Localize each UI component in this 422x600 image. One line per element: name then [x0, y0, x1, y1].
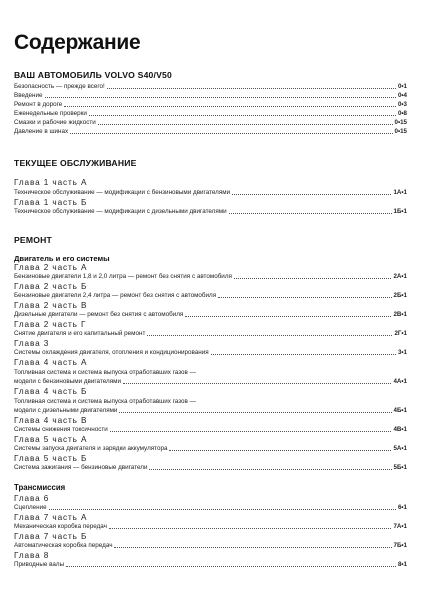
toc-entry-page: 3•1 [397, 349, 407, 356]
chapter-label: Глава 5 часть Б [14, 454, 88, 463]
toc-leader [229, 213, 392, 214]
toc-leader [107, 88, 396, 89]
chapter-label: Глава 7 часть Б [14, 532, 88, 541]
toc-entry-page: 2В•1 [393, 311, 407, 318]
toc-entry[interactable] [14, 329, 407, 338]
toc-leader [119, 412, 391, 413]
toc-leader [169, 450, 391, 451]
toc-entry-text-line1: Топливная система и система выпуска отработавших газов — [14, 369, 196, 376]
toc-entry-text: Еженедельные проверки [14, 110, 87, 117]
toc-entry[interactable] [14, 91, 407, 100]
chapter-label: Глава 2 часть А [14, 263, 88, 272]
toc-entry-text: Механическая коробка передач [14, 523, 107, 530]
toc-entry-page: 7Б•1 [393, 542, 407, 549]
toc-entry-page: 4Б•1 [393, 407, 407, 414]
toc-entry-page: 2Б•1 [393, 292, 407, 299]
toc-entry[interactable] [14, 127, 407, 136]
toc-leader [232, 194, 391, 195]
toc-leader [185, 316, 391, 317]
page-title: Содержание [14, 31, 141, 54]
toc-entry[interactable] [14, 348, 407, 357]
toc-entry-text: Введение [14, 92, 43, 99]
chapter-label: Глава 6 [14, 494, 50, 503]
toc-entry-page: 6•1 [397, 504, 407, 511]
toc-leader [149, 469, 391, 470]
toc-leader [66, 566, 396, 567]
toc-entry-text: Бензиновые двигатели 1,8 и 2,0 литра — ремонт без снятия с автомобиля [14, 273, 232, 280]
toc-entry-page: 0•15 [394, 128, 407, 135]
toc-leader [109, 528, 392, 529]
toc-entry[interactable] [14, 207, 407, 216]
toc-entry-page: 2А•1 [393, 273, 407, 280]
toc-entry-page: 8•1 [397, 561, 407, 568]
toc-leader [98, 124, 393, 125]
toc-entry[interactable] [14, 272, 407, 281]
toc-entry-page: 7А•1 [393, 523, 407, 530]
toc-entry-text: Бензиновые двигатели 2,4 литра — ремонт без снятия с автомобиля [14, 292, 217, 299]
toc-entry[interactable] [14, 425, 407, 434]
toc-entry[interactable] [14, 109, 407, 118]
toc-entry[interactable] [14, 118, 407, 127]
toc-entry[interactable] [14, 406, 407, 415]
chapter-label: Глава 2 часть Б [14, 282, 88, 291]
toc-leader [234, 278, 392, 279]
toc-entry[interactable] [14, 82, 407, 91]
toc-entry-page: 0•1 [397, 83, 407, 90]
toc-leader [218, 297, 391, 298]
toc-leader [110, 431, 392, 432]
toc-entry[interactable] [14, 100, 407, 109]
section-heading-car: ВАШ АВТОМОБИЛЬ VOLVO S40/V50 [14, 70, 173, 80]
section-heading-service: ТЕКУЩЕЕ ОБСЛУЖИВАНИЕ [14, 158, 137, 168]
toc-leader [147, 335, 392, 336]
toc-entry-text: Сцепление [14, 504, 47, 511]
toc-entry[interactable] [14, 463, 407, 472]
toc-leader [123, 383, 392, 384]
chapter-label: Глава 2 часть В [14, 301, 88, 310]
toc-entry-page: 0•4 [397, 92, 407, 99]
toc-entry-text-line1: Топливная система и система выпуска отработавших газов — [14, 398, 196, 405]
chapter-label: Глава 7 часть А [14, 513, 88, 522]
toc-entry-text: Автоматическая коробка передач [14, 542, 113, 549]
chapter-label: Глава 1 часть А [14, 178, 88, 187]
toc-entry[interactable] [14, 541, 407, 550]
toc-entry-text: Системы запуска двигателя и зарядки аккумулятора [14, 445, 168, 452]
toc-entry-page: 1А•1 [393, 189, 407, 196]
toc-entry-text: Давление в шинах [14, 128, 69, 135]
toc-leader [114, 547, 391, 548]
toc-entry-page: 1Б•1 [393, 208, 407, 215]
toc-entry-page: 2Г•1 [394, 330, 407, 337]
toc-leader [211, 354, 396, 355]
toc-entry-text: Снятие двигателя и его капитальный ремонт [14, 330, 146, 337]
toc-leader [89, 115, 396, 116]
toc-leader [70, 133, 392, 134]
toc-entry-text: модели с дизельными двигателями [14, 407, 118, 414]
chapter-label: Глава 2 часть Г [14, 320, 87, 329]
chapter-label: Глава 1 часть Б [14, 198, 88, 207]
toc-entry-page: 0•3 [397, 101, 407, 108]
toc-entry-text: Дизельные двигатели — ремонт без снятия с автомобиля [14, 311, 184, 318]
toc-entry-text: Смазки и рабочие жидкости [14, 119, 96, 126]
toc-entry-page: 4А•1 [393, 378, 407, 385]
toc-entry[interactable] [14, 310, 407, 319]
toc-entry-text: Безопасность — прежде всего! [14, 83, 105, 90]
chapter-label: Глава 5 часть А [14, 435, 88, 444]
toc-entry[interactable] [14, 377, 407, 386]
toc-leader [49, 509, 396, 510]
toc-entry-page: 4В•1 [393, 426, 407, 433]
toc-entry-text: Системы охлаждения двигателя, отопления и кондиционирования [14, 349, 209, 356]
toc-leader [45, 97, 396, 98]
toc-leader [64, 106, 396, 107]
toc-entry-text: Техническое обслуживание — модификации с бензиновыми двигателями [14, 189, 231, 196]
chapter-label: Глава 4 часть А [14, 358, 88, 367]
toc-entry-page: 5А•1 [393, 445, 407, 452]
toc-entry-text: модели с бензиновыми двигателями [14, 378, 121, 385]
toc-entry[interactable] [14, 503, 407, 512]
toc-entry-text: Приводные валы [14, 561, 65, 568]
toc-entry-text: Ремонт в дороге [14, 101, 63, 108]
toc-entry[interactable] [14, 522, 407, 531]
toc-entry-page: 0•15 [394, 119, 407, 126]
toc-entry-page: 0•8 [397, 110, 407, 117]
chapter-label: Глава 4 часть Б [14, 387, 88, 396]
toc-entry[interactable] [14, 291, 407, 300]
toc-entry-text: Техническое обслуживание — модификации с дизельными двигателями [14, 208, 227, 215]
toc-entry[interactable] [14, 188, 407, 197]
section-heading-repair: РЕМОНТ [14, 235, 52, 245]
chapter-label: Глава 3 [14, 339, 50, 348]
chapter-label: Глава 4 часть В [14, 416, 88, 425]
toc-entry-page: 5Б•1 [393, 464, 407, 471]
toc-entry-text: Системы снижения токсичности [14, 426, 108, 433]
section-heading-transmission: Трансмиссия [14, 483, 66, 492]
subsection-heading-engine: Двигатель и его системы [14, 254, 110, 263]
toc-entry[interactable] [14, 444, 407, 453]
toc-entry[interactable] [14, 560, 407, 569]
toc-entry-text: Система зажигания — бензиновые двигатели [14, 464, 148, 471]
chapter-label: Глава 8 [14, 551, 50, 560]
